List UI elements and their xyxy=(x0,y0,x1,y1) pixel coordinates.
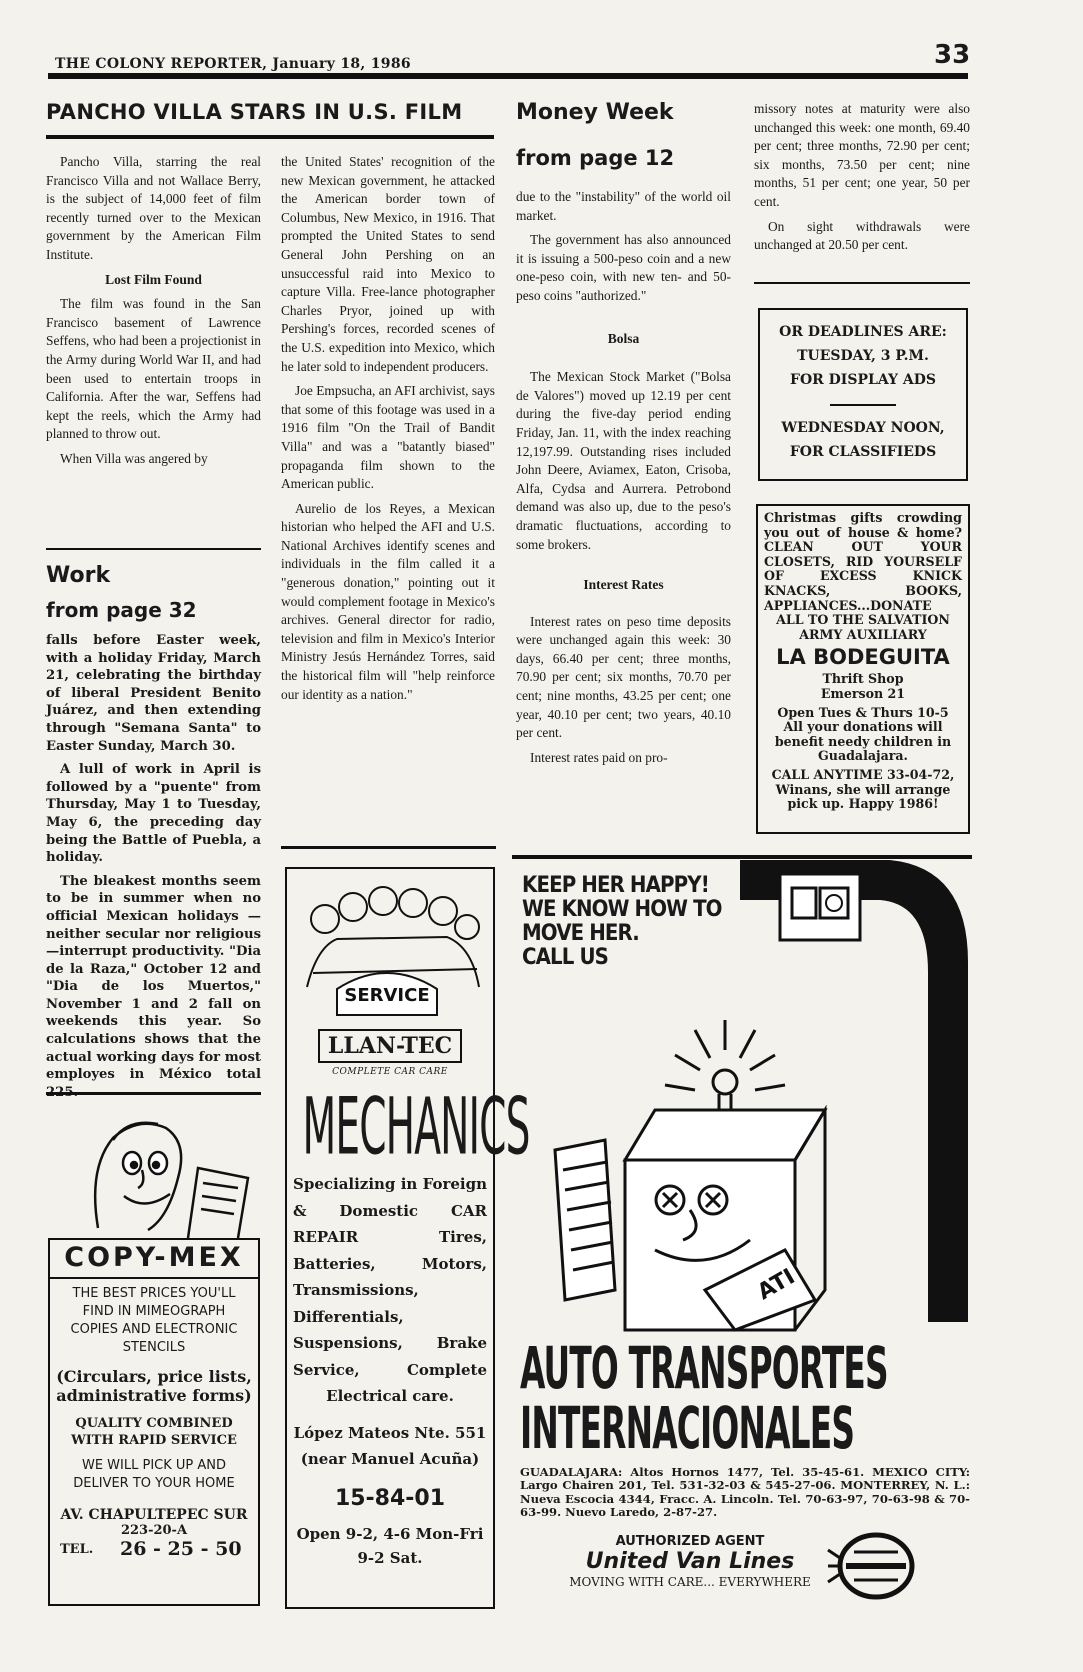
villa-headline: PANCHO VILLA STARS IN U.S. FILM xyxy=(46,100,463,124)
villa-headline-rule xyxy=(46,135,494,139)
money-paragraph: Interest rates on peso time deposits were unchanged again this week: 30 days, 66.40 per cent; three months, 70.90 per cent; six months, 70.70 per cent; nine months, 43.25 per cent; one year, 40.10 per cent; two years, 40.10 per cent. xyxy=(516,613,731,741)
copymex-address-2: 223-20-A xyxy=(120,1523,188,1538)
money-paragraph: due to the "instability" of the world oil market. xyxy=(516,189,731,223)
bodeguita-text: Open Tues & Thurs 10-5 xyxy=(777,704,949,720)
work-end-rule xyxy=(46,1092,261,1095)
money-paragraph: missory notes at maturity were also unchanged this week: one month, 69.40 per cent; three months, 72.90 per cent; six months, 73.50 per cent; nine months, 51 per cent; one year, 50 per cent. xyxy=(754,101,970,209)
deadlines-line: TUESDAY, 3 P.M. xyxy=(797,348,929,364)
money-paragraph: The government has also announced it is issuing a 500-peso coin and a new one-peso coin, with new ten- and 50-peso coins "authorized." xyxy=(516,232,731,303)
mechanics-title: MECHANICS xyxy=(302,1080,530,1172)
copymex-address-1: AV. CHAPULTEPEC SUR xyxy=(60,1507,248,1523)
auto-slogan-line: CALL US xyxy=(522,945,609,970)
auto-name-line-1: AUTO TRANSPORTES xyxy=(520,1335,888,1403)
bodeguita-text: Emerson 21 xyxy=(820,685,906,701)
masthead-title: THE COLONY REPORTER, January 18, 1986 xyxy=(55,56,411,72)
united-van-lines-emblem-icon xyxy=(826,1530,926,1602)
llantec-ad xyxy=(285,867,530,1609)
work-paragraph: falls before Easter week, with a holiday Friday, March 21, celebrating the birthday of liberal President Benito Juárez, and then extending through "Semana Santa" to Easter Sunday, March 30. xyxy=(46,633,261,754)
work-column xyxy=(46,632,261,1107)
bodeguita-text: All your donations will benefit needy children in Guadalajara. xyxy=(774,719,952,764)
bodeguita-text: Christmas gifts crowding you out of house & home? CLEAN OUT YOUR CLOSETS, RID YOURSELF OF EXCESS KNICK KNACKS, BOOKS, APPLIANCES...DONATE xyxy=(764,510,962,613)
work-top-rule xyxy=(46,548,261,550)
work-paragraph: The bleakest months seem to be in summer when no official Mexican holidays — neither secular nor religious —interrupt productivity. "Dia de la Raza," October 12 and "Dia de los Muertos," November 1 and 2 fall on weekends this year. So calculations shows that the actual working days for most employes in México total xyxy=(46,873,261,1083)
deadlines-line: OR DEADLINES ARE: xyxy=(779,324,947,340)
llantec-address-1: López Mateos Nte. 551 xyxy=(293,1423,487,1442)
deadlines-line: WEDNESDAY NOON, xyxy=(781,420,945,436)
bodeguita-text: Thrift Shop xyxy=(822,671,904,687)
money-paragraph: Interest rates paid on pro- xyxy=(530,749,668,765)
llantec-description: Specializing in Foreign & Domestic CAR REPAIR Tires, Batteries, Motors, Transmissions, Differentials, Suspensions, Brake Service, Complete Electrical care. xyxy=(293,1175,487,1405)
copymex-line: WE WILL PICK UP AND DELIVER TO YOUR HOME xyxy=(73,1458,235,1491)
auto-slogan-line: KEEP HER HAPPY! xyxy=(522,873,709,898)
bodeguita-ad xyxy=(756,504,970,834)
villa-end-rule xyxy=(281,846,496,849)
money-subhead-interest: Interest Rates xyxy=(583,577,664,593)
money-paragraph: On sight withdrawals were unchanged at 20.50 per cent. xyxy=(754,218,970,253)
mechanics-cartoon-illustration xyxy=(287,877,493,1027)
llantec-brand: LLAN-TEC xyxy=(318,1029,462,1063)
money-subhead-bolsa: Bolsa xyxy=(607,330,640,346)
villa-column-1 xyxy=(46,153,261,475)
money-jump-line: from page 12 xyxy=(516,146,675,170)
copymex-mascot-illustration xyxy=(58,1108,258,1238)
page-number: 33 xyxy=(934,40,971,70)
money-end-rule xyxy=(754,282,970,284)
copymex-tel: 26 - 25 - 50 xyxy=(120,1538,242,1560)
copymex-tel-label: TEL. xyxy=(60,1542,94,1557)
united-block xyxy=(560,1534,820,1589)
deadlines-box xyxy=(758,308,968,481)
bodeguita-text: CALL ANYTIME 33-04-72, Winans, she will arrange pick up. Happy 1986! xyxy=(771,766,955,812)
auto-slogan-line: MOVE HER. xyxy=(522,921,639,946)
money-paragraph: The Mexican Stock Market ("Bolsa de Valores") moved up 12.19 per cent during the five-day period ending Friday, Jan. 11, with the index reaching 12,197.99. Outstanding rises included John Deere, Aviamex, Eaton, Crisoba, Alfa, Cydsa and Aurrera. Petrobond demand was also up, due to the peso's dramatic fluctuations, according to some brokers. xyxy=(516,369,731,552)
money-column-2 xyxy=(754,100,970,261)
copymex-phone-row xyxy=(50,1538,258,1560)
mechanics-wrap xyxy=(287,1080,530,1172)
bodeguita-text: ALL TO THE SALVATION ARMY AUXILIARY xyxy=(776,612,950,642)
deadlines-divider xyxy=(830,404,896,406)
llantec-phone: 15-84-01 xyxy=(334,1485,446,1511)
villa-paragraph: Aurelio de los Reyes, a Mexican historian who helped the AFI and U.S. National Archives identify scenes and individuals in the film called it a "generous donation," pointing out it would complement footage in Mexico's archives. General director for radio, television and film in Mexico's Interior Ministry Jesús Hernández Torres, said the historical film will "help reinforce our identity as a nation." xyxy=(281,500,495,702)
llantec-hours-1: Open 9-2, 4-6 Mon-Fri xyxy=(296,1524,484,1543)
auto-name-wrap xyxy=(520,1335,900,1463)
money-column-1 xyxy=(516,188,731,773)
auto-slogan-line: WE KNOW HOW TO xyxy=(522,897,722,922)
villa-paragraph: Joe Empsucha, an AFI archivist, says that some of this footage was used in a 1916 film "On the Trail of Bandit Villa" and was a "batantly biased" propaganda film shown to the American public. xyxy=(281,383,495,492)
llantec-hours-2: 9-2 Sat. xyxy=(357,1548,423,1567)
auto-addresses: GUADALAJARA: Altos Hornos 1477, Tel. 35-45-61. MEXICO CITY: Largo Chairen 201, Tel. 531-32-03 & 545-27-06. MONTERREY, N. L.: Nueva Escocia 4344, Fracc. A. Lincoln. Tel. 70-63-97, 70-63-98 & 70-63-99. Nuevo Laredo, 2-87-27. xyxy=(520,1465,970,1520)
authorized-agent-label: AUTHORIZED AGENT xyxy=(615,1534,765,1549)
work-jump-line: from page 32 xyxy=(46,598,197,622)
deadlines-line: FOR CLASSIFIEDS xyxy=(789,444,937,460)
llantec-tagline: COMPLETE CAR CARE xyxy=(332,1067,448,1077)
villa-paragraph: The film was found in the San Francisco basement of Lawrence Seffens, who had been a projectionist in the Army during World War II, and had been used to entertain troops in California. After the war, Seffens had kept the reels, which the Army had planned to throw out. xyxy=(46,296,261,442)
copymex-line: THE BEST PRICES YOU'LL FIND IN MIMEOGRAPH COPIES AND ELECTRONIC STENCILS xyxy=(70,1286,238,1355)
money-headline: Money Week xyxy=(516,100,674,125)
work-headline: Work xyxy=(46,563,111,588)
deadlines-line: FOR DISPLAY ADS xyxy=(790,372,936,388)
copymex-line: QUALITY COMBINED WITH RAPID SERVICE xyxy=(71,1416,237,1448)
bodeguita-name: LA BODEGUITA xyxy=(776,645,950,670)
villa-paragraph: When Villa was angered by xyxy=(60,450,208,466)
villa-paragraph: Pancho Villa, starring the real Francisco Villa and not Wallace Berry, is the subject of 14,000 feet of film recently turned over to the Mexican government by the American Film Institute. xyxy=(46,154,261,262)
united-van-lines-logo-text: United Van Lines xyxy=(585,1549,795,1574)
copymex-name: COPY-MEX xyxy=(50,1240,258,1279)
ati-box-label: ATI xyxy=(753,1264,800,1306)
villa-subhead: Lost Film Found xyxy=(105,271,202,287)
smiling-moving-box-illustration xyxy=(535,1000,895,1340)
villa-column-2 xyxy=(281,153,495,710)
copymex-ad xyxy=(48,1238,260,1606)
service-banner: SERVICE xyxy=(344,985,430,1006)
work-paragraph: A lull of work in April is followed by a "puente" from Thursday, May 1 to Tuesday, May 6, the preceding day being the Battle of Puebla, a holiday. xyxy=(46,762,261,866)
masthead-rule xyxy=(48,73,968,79)
llantec-address-2: (near Manuel Acuña) xyxy=(300,1449,480,1468)
villa-paragraph: the United States' recognition of the new Mexican government, he attacked the American border town of Columbus, New Mexico, in 1916. That prompted the United States to send General John Pershing on an unsuccessful raid into Mexico to capture Villa. Free-lance photographer Charles Pryor, joined up with Pershing's forces, recorded scenes of the U.S. expedition into Mexico, which he later sold to independent producers. xyxy=(281,154,495,374)
auto-name-line-2: INTERNACIONALES xyxy=(520,1395,855,1463)
copymex-line: (Circulars, price lists, administrative forms) xyxy=(56,1367,252,1405)
moving-with-care-slogan: MOVING WITH CARE... EVERYWHERE xyxy=(569,1575,811,1589)
auto-slogan xyxy=(522,874,722,970)
